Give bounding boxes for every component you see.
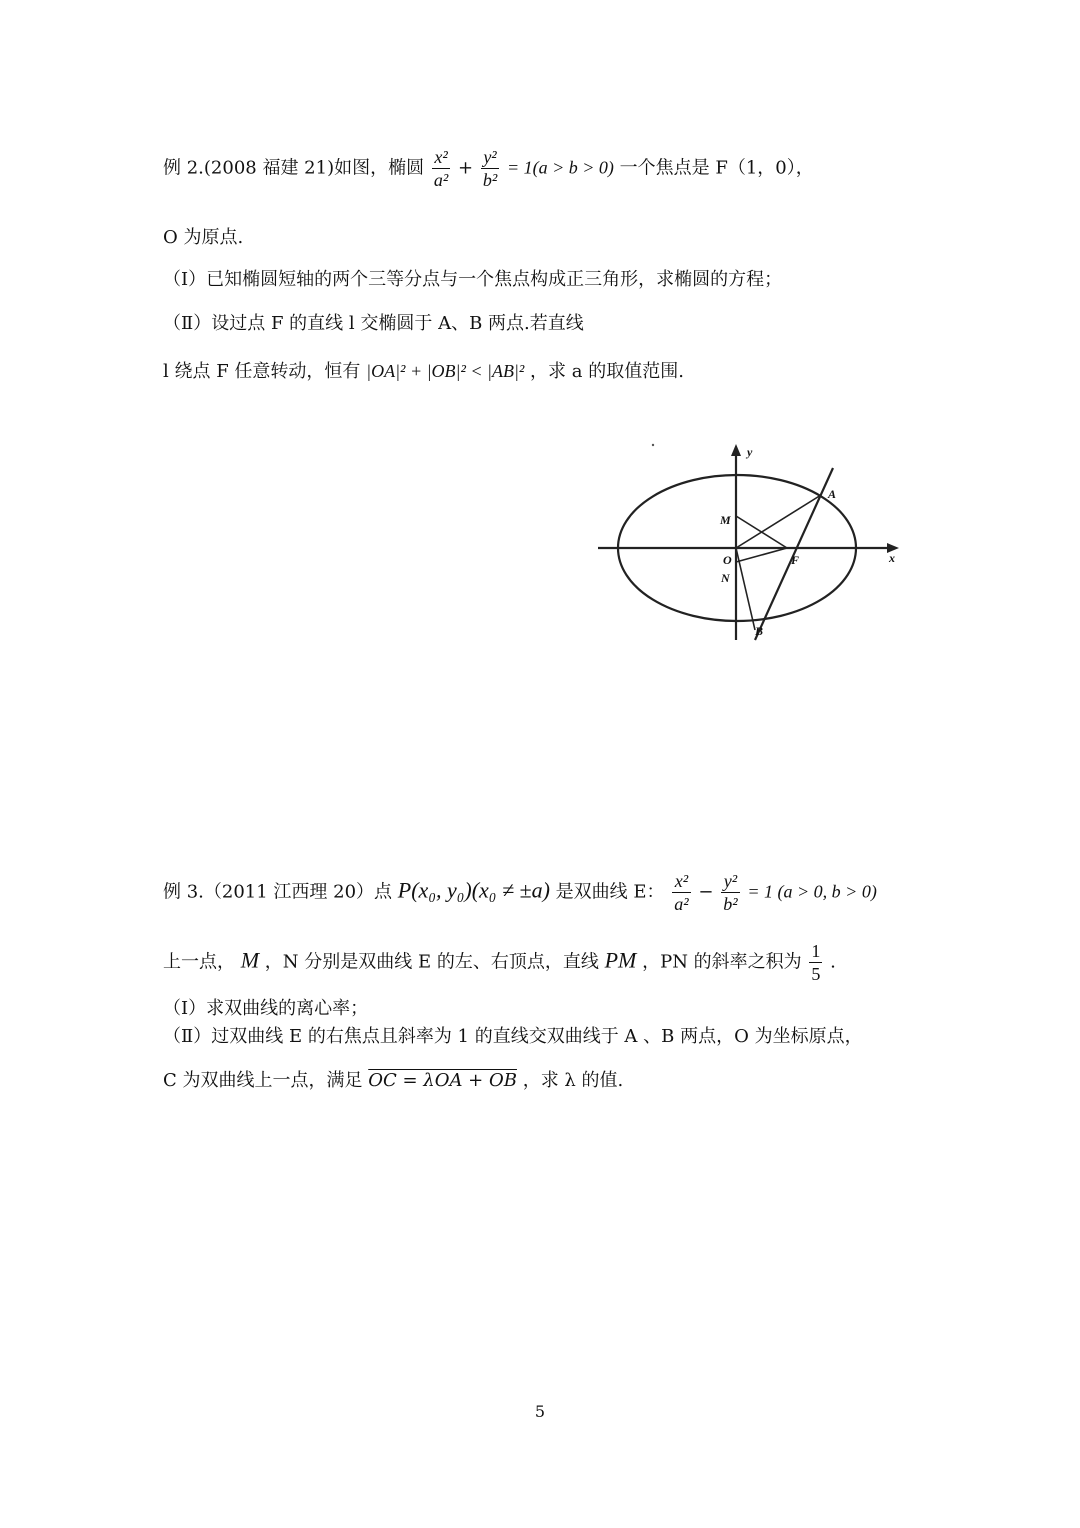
example3-part3	[163, 1072, 623, 1090]
frac-numerator: x²	[432, 148, 450, 169]
frac-denominator: a²	[674, 894, 689, 914]
hyperbola-frac-x	[672, 872, 690, 913]
minus-sign: −	[698, 881, 714, 903]
part3-prefix: C 为双曲线上一点，满足	[163, 1070, 363, 1091]
ellipse-condition: = 1(a > b > 0)	[506, 157, 614, 178]
example3-line2	[163, 942, 836, 983]
label-A: A	[828, 487, 837, 501]
example3-statement	[163, 872, 877, 913]
label-O: O	[723, 553, 732, 567]
focus-statement: 一个焦点是 F（1，0），	[619, 157, 814, 179]
example2-line2: O 为原点.	[163, 227, 244, 248]
example2-part3	[163, 362, 684, 381]
y-axis-arrow	[731, 444, 741, 456]
ellipse-frac-x	[432, 148, 450, 189]
label-F: F	[791, 553, 800, 567]
hyperbola-frac-y	[721, 872, 739, 913]
segment-NF	[736, 548, 787, 562]
plus-sign: +	[457, 157, 474, 179]
label-M: M	[720, 513, 731, 527]
line-PM: PM	[604, 947, 637, 973]
frac-denominator: 5	[811, 964, 821, 984]
label-N: N	[721, 571, 730, 585]
stray-dot	[652, 444, 654, 446]
label-y: y	[747, 445, 753, 459]
example2-part1: （Ⅰ）已知椭圆短轴的两个三等分点与一个焦点构成正三角形，求椭圆的方程；	[163, 269, 783, 290]
page-number: 5	[534, 1402, 546, 1421]
segment-OB	[736, 548, 755, 630]
ellipse-frac-y	[481, 148, 499, 189]
example3-part2: （Ⅱ）过双曲线 E 的右焦点且斜率为 1 的直线交双曲线于 A 、B 两点，O 为坐标原点，	[163, 1026, 863, 1047]
part3-prefix: l 绕点 F 任意转动，恒有	[163, 361, 361, 382]
frac-numerator: 1	[811, 941, 821, 961]
frac-numerator: x²	[672, 872, 690, 893]
example2-statement	[163, 148, 814, 189]
example2-heading: 例 2.(2008 福建 21)如图，椭圆	[163, 157, 425, 179]
frac-denominator: b²	[723, 894, 738, 914]
line2-end: .	[830, 951, 836, 973]
line2-prefix: 上一点，	[163, 951, 235, 973]
frac-numerator: y²	[481, 148, 499, 169]
example3-heading: 例 3.（2011 江西理 20）点	[163, 881, 393, 903]
example2-part2: （Ⅱ）设过点 F 的直线 l 交椭圆于 A、B 两点.若直线	[163, 313, 584, 334]
label-x: x	[889, 551, 895, 565]
frac-denominator: a²	[433, 170, 449, 190]
part3-suffix: ，求 λ 的值.	[522, 1070, 624, 1091]
frac-denominator: b²	[482, 170, 498, 190]
hyperbola-intro: 是双曲线 E：	[555, 881, 665, 903]
frac-numerator: y²	[721, 872, 739, 893]
point-P: P(x₀, y₀)(x₀ ≠ ±a)	[397, 877, 550, 903]
vertex-M: M	[240, 947, 260, 973]
ellipse-figure	[595, 440, 905, 645]
part3-suffix: ，求 a 的取值范围.	[530, 361, 684, 382]
hyperbola-condition: = 1 (a > 0, b > 0)	[747, 881, 877, 902]
norm-inequality: |OA|² + |OB|² < |AB|²	[366, 361, 525, 381]
slope-product-frac	[809, 942, 822, 983]
vector-equation: OC = λOA + OB	[368, 1070, 517, 1091]
example3-part1: （Ⅰ）求双曲线的离心率；	[163, 998, 369, 1019]
line2-suffix: ，PN 的斜率之积为	[642, 951, 802, 973]
line2-middle: ，N 分别是双曲线 E 的左、右顶点，直线	[264, 951, 599, 973]
label-B: B	[755, 624, 764, 638]
